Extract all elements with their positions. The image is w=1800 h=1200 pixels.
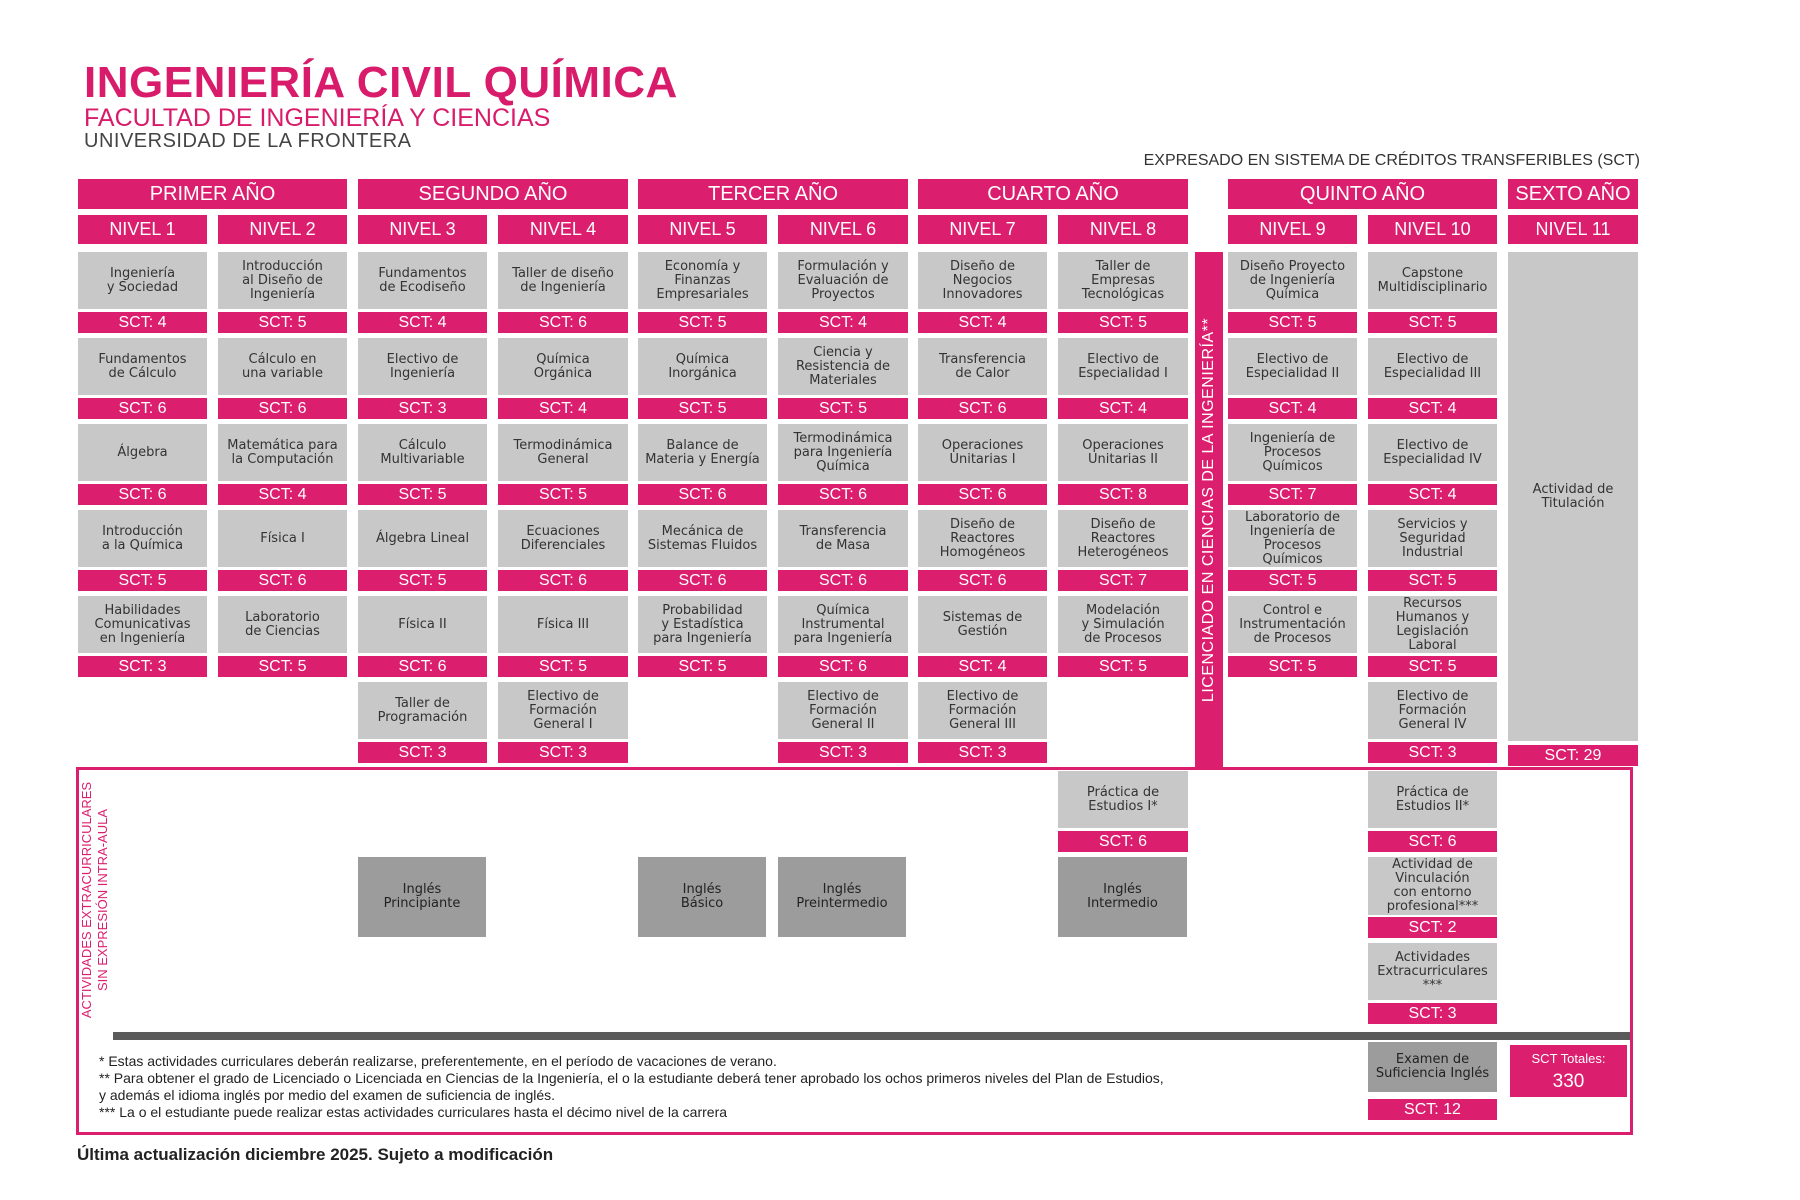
course-sct: SCT: 6 [918,570,1047,591]
course-sct: SCT: 4 [778,312,908,333]
course-sct: SCT: 6 [498,570,628,591]
course-examen-suficiencia: Examen de Suficiencia Inglés [1368,1042,1497,1092]
course-sct: SCT: 6 [498,312,628,333]
course-box: Electivo de Especialidad I [1058,338,1188,395]
course-box: Electivo de Formación General II [778,682,908,739]
year-header-5: QUINTO AÑO [1228,179,1497,209]
course-sct: SCT: 5 [358,570,487,591]
course-box: Álgebra [78,424,207,481]
course-extracurriculares: Actividades Extracurriculares *** [1368,943,1497,1000]
course-box: Economía y Finanzas Empresariales [638,252,767,309]
level-header-5: NIVEL 5 [638,215,767,244]
course-sct: SCT: 6 [638,484,767,505]
course-box: Taller de Empresas Tecnológicas [1058,252,1188,309]
course-box: Electivo de Especialidad IV [1368,424,1497,481]
course-box: Álgebra Lineal [358,510,487,567]
course-box: Sistemas de Gestión [918,596,1047,653]
course-box: Taller de diseño de Ingeniería [498,252,628,309]
level-header-1: NIVEL 1 [78,215,207,244]
course-ingles-intermedio: Inglés Intermedio [1058,857,1187,937]
course-titulacion: Actividad de Titulación [1508,252,1638,741]
course-box: Diseño de Reactores Homogéneos [918,510,1047,567]
course-sct: SCT: 5 [1228,656,1357,677]
course-sct: SCT: 3 [918,742,1047,763]
course-sct: SCT: 4 [1058,398,1188,419]
year-header-3: TERCER AÑO [638,179,908,209]
year-header-6: SEXTO AÑO [1508,179,1638,209]
course-ingles-preintermedio: Inglés Preintermedio [778,857,906,937]
course-sct: SCT: 5 [1368,312,1497,333]
course-sct: SCT: 5 [78,570,207,591]
level-header-11: NIVEL 11 [1508,215,1638,244]
course-box: Electivo de Especialidad III [1368,338,1497,395]
course-sct: SCT: 4 [78,312,207,333]
course-sct: SCT: 4 [1228,398,1357,419]
last-updated: Última actualización diciembre 2025. Sujeto a modificación [77,1145,554,1164]
university-name: UNIVERSIDAD DE LA FRONTERA [84,130,412,152]
course-box: Introducción a la Química [78,510,207,567]
sct-examen-suficiencia: SCT: 12 [1368,1099,1497,1120]
course-box: Control e Instrumentación de Procesos [1228,596,1357,653]
course-sct: SCT: 4 [1368,484,1497,505]
course-box: Operaciones Unitarias II [1058,424,1188,481]
footnote-4: *** La o el estudiante puede realizar estas actividades curriculares hasta el décimo nivel de la carrera [99,1104,728,1120]
sct-titulacion: SCT: 29 [1508,745,1638,766]
course-sct: SCT: 5 [638,656,767,677]
course-box: Química Instrumental para Ingeniería [778,596,908,653]
course-sct: SCT: 4 [358,312,487,333]
course-box: Transferencia de Masa [778,510,908,567]
course-sct: SCT: 3 [358,742,487,763]
course-sct: SCT: 6 [218,398,347,419]
course-sct: SCT: 4 [218,484,347,505]
course-box: Laboratorio de Ciencias [218,596,347,653]
footnote-1: * Estas actividades curriculares deberán realizarse, preferentemente, en el período de vacaciones de verano. [99,1053,777,1069]
course-box: Ciencia y Resistencia de Materiales [778,338,908,395]
course-box: Matemática para la Computación [218,424,347,481]
course-sct: SCT: 6 [358,656,487,677]
level-header-8: NIVEL 8 [1058,215,1188,244]
course-box: Diseño Proyecto de Ingeniería Química [1228,252,1357,309]
course-sct: SCT: 5 [1058,312,1188,333]
course-box: Taller de Programación [358,682,487,739]
course-box: Servicios y Seguridad Industrial [1368,510,1497,567]
course-sct: SCT: 4 [918,656,1047,677]
course-box: Mecánica de Sistemas Fluidos [638,510,767,567]
course-sct: SCT: 5 [638,398,767,419]
course-box: Introducción al Diseño de Ingeniería [218,252,347,309]
extracurricular-label-line2: SIN EXPRESIÓN INTRA-AULA [95,808,110,992]
sct-practica-estudios-2: SCT: 6 [1368,831,1497,852]
course-box: Termodinámica General [498,424,628,481]
course-box: Electivo de Especialidad II [1228,338,1357,395]
course-sct: SCT: 3 [778,742,908,763]
faculty-name: FACULTAD DE INGENIERÍA Y CIENCIAS [84,104,551,132]
course-sct: SCT: 3 [1368,742,1497,763]
course-sct: SCT: 5 [1368,570,1497,591]
course-box: Ingeniería de Procesos Químicos [1228,424,1357,481]
course-sct: SCT: 5 [638,312,767,333]
course-box: Probabilidad y Estadística para Ingeniería [638,596,767,653]
course-sct: SCT: 6 [918,398,1047,419]
course-box: Habilidades Comunicativas en Ingeniería [78,596,207,653]
sct-extracurriculares: SCT: 3 [1368,1003,1497,1024]
course-box: Termodinámica para Ingeniería Química [778,424,908,481]
course-sct: SCT: 5 [498,484,628,505]
course-sct: SCT: 6 [78,484,207,505]
year-header-1: PRIMER AÑO [78,179,347,209]
course-sct: SCT: 7 [1058,570,1188,591]
course-sct: SCT: 5 [1058,656,1188,677]
footnote-2: ** Para obtener el grado de Licenciado o Licenciada en Ciencias de la Ingeniería, el o la estudiante deberá tener aprobado los ochos primeros niveles del Plan de Estudios, [99,1070,1164,1086]
course-sct: SCT: 3 [498,742,628,763]
course-sct: SCT: 6 [778,484,908,505]
course-box: Diseño de Negocios Innovadores [918,252,1047,309]
course-box: Cálculo Multivariable [358,424,487,481]
course-sct: SCT: 6 [918,484,1047,505]
course-sct: SCT: 4 [498,398,628,419]
course-box: Física III [498,596,628,653]
level-header-4: NIVEL 4 [498,215,628,244]
course-sct: SCT: 3 [78,656,207,677]
sct-total-box [1510,1045,1627,1097]
course-sct: SCT: 5 [1228,312,1357,333]
divider [113,1032,1630,1040]
level-header-6: NIVEL 6 [778,215,908,244]
course-box: Diseño de Reactores Heterogéneos [1058,510,1188,567]
course-box: Formulación y Evaluación de Proyectos [778,252,908,309]
course-box: Operaciones Unitarias I [918,424,1047,481]
course-box: Electivo de Formación General I [498,682,628,739]
level-header-7: NIVEL 7 [918,215,1047,244]
course-sct: SCT: 6 [778,570,908,591]
course-box: Electivo de Formación General III [918,682,1047,739]
sct-note: EXPRESADO EN SISTEMA DE CRÉDITOS TRANSFERIBLES (SCT) [1143,152,1640,169]
sct-total-label: SCT Totales: [1531,1051,1606,1066]
course-box: Fundamentos de Cálculo [78,338,207,395]
course-box: Capstone Multidisciplinario [1368,252,1497,309]
course-vinculacion: Actividad de Vinculación con entorno profesional*** [1368,857,1497,915]
level-header-3: NIVEL 3 [358,215,487,244]
course-box: Recursos Humanos y Legislación Laboral [1368,596,1497,653]
course-box: Balance de Materia y Energía [638,424,767,481]
course-sct: SCT: 6 [778,656,908,677]
course-box: Química Orgánica [498,338,628,395]
year-header-4: CUARTO AÑO [918,179,1188,209]
course-ingles-principiante: Inglés Principiante [358,857,486,937]
course-ingles-basico: Inglés Básico [638,857,766,937]
level-header-9: NIVEL 9 [1228,215,1357,244]
licenciado-band [1195,252,1223,767]
course-sct: SCT: 4 [918,312,1047,333]
course-sct: SCT: 5 [218,656,347,677]
sct-total-value: 330 [1552,1071,1585,1092]
course-practica-estudios-2: Práctica de Estudios II* [1368,771,1497,828]
course-sct: SCT: 6 [78,398,207,419]
course-sct: SCT: 7 [1228,484,1357,505]
course-box: Electivo de Ingeniería [358,338,487,395]
level-header-10: NIVEL 10 [1368,215,1497,244]
course-box: Fundamentos de Ecodiseño [358,252,487,309]
course-sct: SCT: 6 [218,570,347,591]
sct-vinculacion: SCT: 2 [1368,917,1497,938]
course-sct: SCT: 5 [218,312,347,333]
sct-practica-estudios-1: SCT: 6 [1058,831,1188,852]
course-box: Transferencia de Calor [918,338,1047,395]
course-sct: SCT: 5 [1228,570,1357,591]
course-box: Modelación y Simulación de Procesos [1058,596,1188,653]
course-sct: SCT: 5 [358,484,487,505]
course-sct: SCT: 3 [358,398,487,419]
program-title: INGENIERÍA CIVIL QUÍMICA [84,58,678,107]
course-box: Electivo de Formación General IV [1368,682,1497,739]
course-box: Química Inorgánica [638,338,767,395]
course-sct: SCT: 6 [638,570,767,591]
course-sct: SCT: 5 [1368,656,1497,677]
extracurricular-label-line1: ACTIVIDADES EXTRACURRICULARES [79,781,94,1019]
course-box: Ingeniería y Sociedad [78,252,207,309]
level-header-2: NIVEL 2 [218,215,347,244]
course-box: Física I [218,510,347,567]
year-header-2: SEGUNDO AÑO [358,179,628,209]
course-box: Ecuaciones Diferenciales [498,510,628,567]
course-box: Cálculo en una variable [218,338,347,395]
course-sct: SCT: 8 [1058,484,1188,505]
course-sct: SCT: 4 [1368,398,1497,419]
course-box: Laboratorio de Ingeniería de Procesos Químicos [1228,510,1357,567]
course-sct: SCT: 5 [498,656,628,677]
licenciado-label: LICENCIADO EN CIENCIAS DE LA INGENIERÍA** [1200,317,1217,702]
course-box: Física II [358,596,487,653]
course-sct: SCT: 5 [778,398,908,419]
footnote-3: y además el idioma inglés por medio del examen de suficiencia de inglés. [99,1087,556,1103]
course-practica-estudios-1: Práctica de Estudios I* [1058,771,1188,828]
